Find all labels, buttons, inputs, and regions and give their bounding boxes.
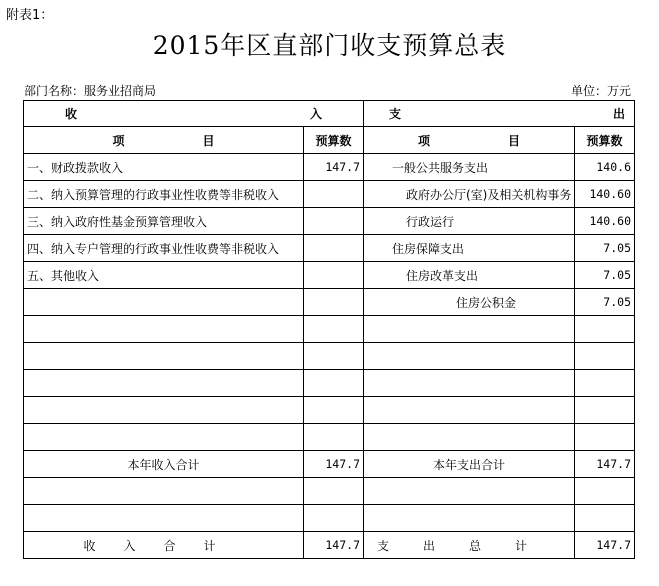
expense-item: 住房改革支出 bbox=[364, 262, 575, 289]
expense-header-right: 出 bbox=[612, 107, 625, 121]
table-row bbox=[24, 181, 635, 208]
table-row bbox=[24, 208, 635, 235]
department-name: 部门名称：服务业招商局 bbox=[24, 84, 157, 98]
unit-label: 单位：万元 bbox=[570, 84, 631, 98]
table-row bbox=[24, 154, 635, 181]
year-income-total-value: 147.7 bbox=[304, 451, 364, 478]
empty-row bbox=[24, 505, 635, 532]
income-value bbox=[304, 235, 364, 262]
item-header-text: 项 bbox=[112, 133, 125, 148]
table-row bbox=[24, 235, 635, 262]
expense-value: 7.05 bbox=[575, 262, 635, 289]
empty-row bbox=[24, 370, 635, 397]
empty-row bbox=[24, 316, 635, 343]
income-header-left: 收 bbox=[65, 107, 78, 121]
year-income-total-label: 本年收入合计 bbox=[24, 451, 304, 478]
expense-value: 7.05 bbox=[575, 289, 635, 316]
grand-expense-total-text: 支出总计 bbox=[376, 538, 561, 553]
expense-item: 一般公共服务支出 bbox=[364, 154, 575, 181]
empty-row bbox=[24, 424, 635, 451]
income-item-header bbox=[24, 127, 304, 154]
table-row bbox=[24, 262, 635, 289]
grand-income-total-label bbox=[24, 532, 304, 559]
income-item: 五、其他收入 bbox=[24, 262, 304, 289]
expense-item: 政府办公厅(室)及相关机构事务 bbox=[364, 181, 575, 208]
item-header-text-2: 目 bbox=[508, 133, 521, 148]
page-title: 2015年区直部门收支预算总表 bbox=[152, 31, 507, 60]
income-item: 三、纳入政府性基金预算管理收入 bbox=[24, 208, 304, 235]
year-expense-total-label: 本年支出合计 bbox=[364, 451, 575, 478]
expense-item-header bbox=[364, 127, 575, 154]
annex-label: 附表1： bbox=[6, 8, 54, 23]
header-row-columns bbox=[24, 127, 635, 154]
grand-total-row bbox=[24, 532, 635, 559]
income-value bbox=[304, 289, 364, 316]
income-value: 147.7 bbox=[304, 154, 364, 181]
expense-header-cell bbox=[364, 101, 635, 127]
table-row bbox=[24, 289, 635, 316]
empty-row bbox=[24, 478, 635, 505]
empty-row bbox=[24, 343, 635, 370]
expense-item: 住房公积金 bbox=[364, 289, 575, 316]
expense-value: 140.60 bbox=[575, 181, 635, 208]
expense-item: 行政运行 bbox=[364, 208, 575, 235]
expense-item: 住房保障支出 bbox=[364, 235, 575, 262]
year-total-row bbox=[24, 451, 635, 478]
expense-budget-header: 预算数 bbox=[575, 127, 635, 154]
income-value bbox=[304, 208, 364, 235]
income-header-cell bbox=[24, 101, 364, 127]
grand-expense-total-label bbox=[364, 532, 575, 559]
grand-income-total-value: 147.7 bbox=[304, 532, 364, 559]
income-value bbox=[304, 181, 364, 208]
income-item: 四、纳入专户管理的行政事业性收费等非税收入 bbox=[24, 235, 304, 262]
income-item: 一、财政拨款收入 bbox=[24, 154, 304, 181]
header-row-income-expense bbox=[24, 101, 635, 127]
item-header-text-2: 目 bbox=[202, 133, 215, 148]
expense-header-left: 支 bbox=[389, 107, 402, 121]
grand-expense-total-value: 147.7 bbox=[575, 532, 635, 559]
income-header-right: 入 bbox=[309, 107, 322, 121]
income-budget-header: 预算数 bbox=[304, 127, 364, 154]
item-header-text: 项 bbox=[417, 133, 430, 148]
expense-value: 140.60 bbox=[575, 208, 635, 235]
year-expense-total-value: 147.7 bbox=[575, 451, 635, 478]
budget-table bbox=[23, 100, 635, 559]
grand-income-total-text: 收入合计 bbox=[83, 538, 244, 553]
empty-row bbox=[24, 397, 635, 424]
income-value bbox=[304, 262, 364, 289]
expense-value: 7.05 bbox=[575, 235, 635, 262]
income-item: 二、纳入预算管理的行政事业性收费等非税收入 bbox=[24, 181, 304, 208]
expense-value: 140.6 bbox=[575, 154, 635, 181]
income-item bbox=[24, 289, 304, 316]
